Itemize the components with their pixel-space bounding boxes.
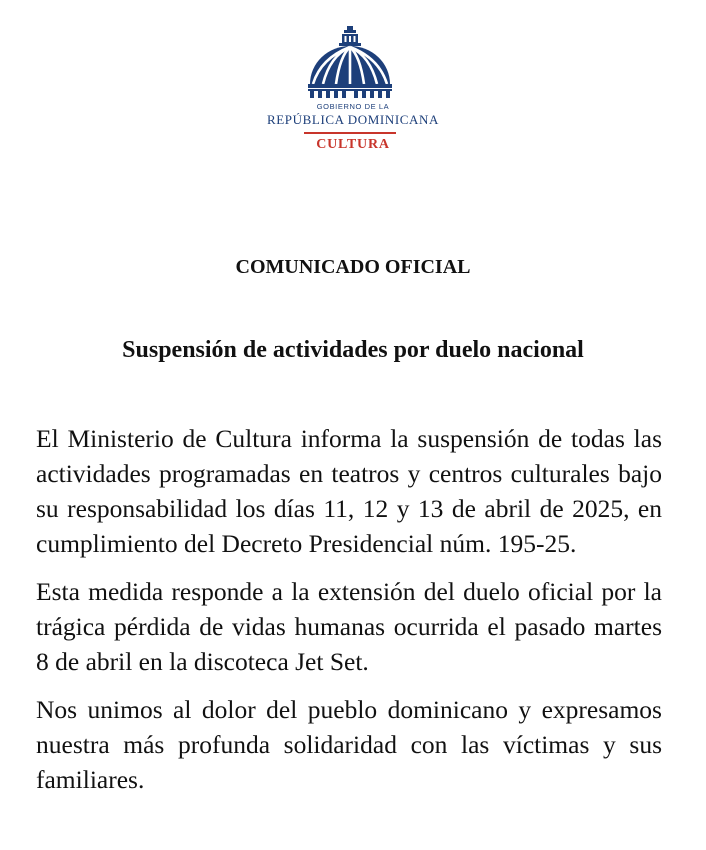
logo-text-cultura: CULTURA [316, 137, 390, 152]
document-heading: COMUNICADO OFICIAL [235, 256, 471, 278]
document-subheading: Suspensión de actividades por duelo nacional [122, 337, 584, 363]
dome-emblem-icon [304, 26, 396, 98]
logo-divider [304, 132, 396, 134]
government-logo [0, 22, 706, 162]
logo-text-gobierno: GOBIERNO DE LA [316, 102, 390, 111]
logo-text-republica: REPÚBLICA DOMINICANA [267, 112, 439, 127]
paragraph-3: Nos unimos al dolor del pueblo dominicano y expresamos nuestra más profunda solidaridad con las víctimas y sus familiares. [36, 695, 662, 794]
document-body [36, 421, 662, 810]
paragraph-2: Esta medida responde a la extensión del duelo oficial por la trágica pérdida de vidas humanas ocurrida el pasado martes 8 de abril en la discoteca Jet Set. [36, 577, 662, 676]
paragraph-1: El Ministerio de Cultura informa la suspensión de todas las actividades programadas en teatros y centros culturales bajo su responsabilidad los días 11, 12 y 13 de abril de 2025, en cumplimiento del Decreto Presidencial núm. 195-25. [36, 424, 662, 558]
